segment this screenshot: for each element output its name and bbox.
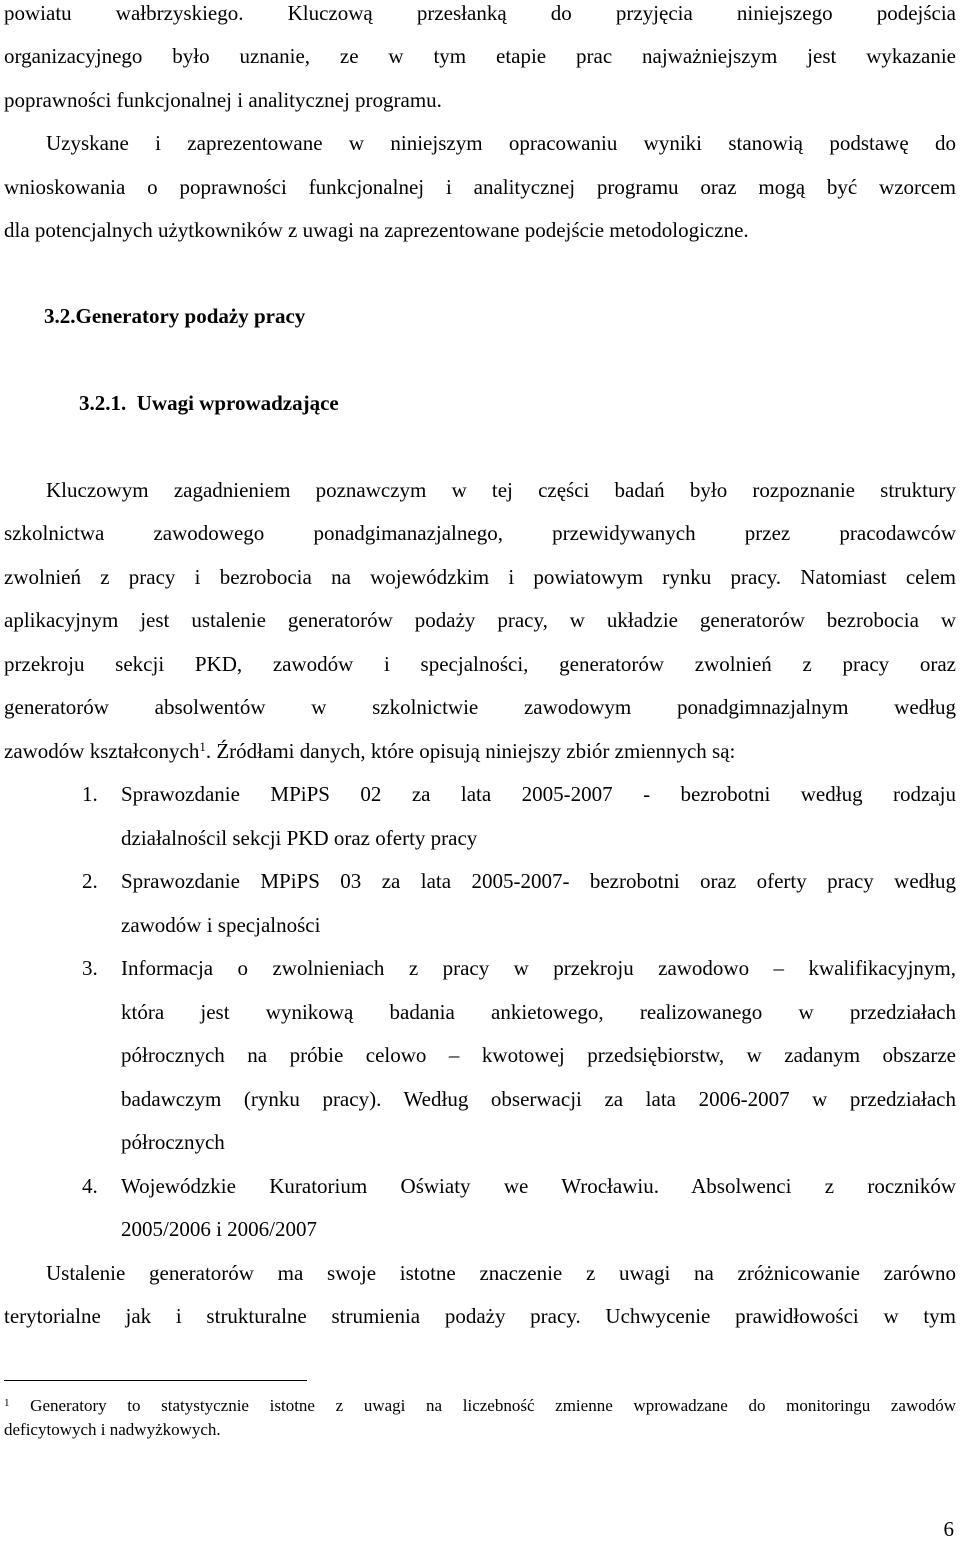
- list-item-continuation: 2005/2006 i 2006/2007: [121, 1217, 318, 1241]
- text-line: aplikacyjnym jest ustalenie generatorów podaży pracy, w układzie generatorów bezrobocia w: [4, 608, 956, 632]
- text-line: organizacyjnego było uznanie, ze w tym etapie prac najważniejszym jest wykazanie: [4, 44, 956, 68]
- list-item-text: Sprawozdanie MPiPS 03 za lata 2005-2007- bezrobotni oraz oferty pracy według: [121, 869, 956, 893]
- list-item-text: Wojewódzkie Kuratorium Oświaty we Wrocławiu. Absolwenci z roczników: [121, 1174, 956, 1198]
- footnote-reference[interactable]: 1: [199, 739, 206, 754]
- text-line: powiatu wałbrzyskiego. Kluczową przesłanką do przyjęcia niniejszego podejścia: [4, 1, 956, 25]
- text-line: przekroju sekcji PKD, zawodów i specjalności, generatorów zwolnień z pracy oraz: [4, 652, 956, 676]
- list-item-text: Informacja o zwolnieniach z pracy w przekroju zawodowo – kwalifikacyjnym,: [121, 956, 956, 980]
- page-number: 6: [943, 1517, 954, 1541]
- text-line: Kluczowym zagadnieniem poznawczym w tej części badań było rozpoznanie struktury: [46, 478, 956, 502]
- list-item: [4, 782, 956, 806]
- text-line: dla potencjalnych użytkowników z uwagi na zaprezentowane podejście metodologiczne.: [4, 218, 749, 242]
- list-item-continuation: która jest wynikową badania ankietowego, realizowanego w przedziałach: [121, 1000, 956, 1024]
- section-heading: 3.2.Generatory podaży pracy: [44, 304, 306, 328]
- text-line: wnioskowania o poprawności funkcjonalnej i analitycznej programu oraz mogą być wzorcem: [4, 175, 956, 199]
- text-line: poprawności funkcjonalnej i analitycznej programu.: [4, 88, 442, 112]
- text-line: [4, 739, 956, 763]
- footnote-text: Generatory to statystycznie istotne z uwagi na liczebność zmienne wprowadzane do monitoringu zawodów: [9, 1396, 956, 1415]
- list-number: 2.: [82, 869, 98, 893]
- list-item: [4, 956, 956, 980]
- list-item: [4, 869, 956, 893]
- text-fragment: . Źródłami danych, które opisują niniejszy zbiór zmiennych są:: [205, 739, 736, 763]
- text-line: szkolnictwa zawodowego ponadgimanazjalnego, przewidywanych przez pracodawców: [4, 521, 956, 545]
- footnote-continuation: deficytowych i nadwyżkowych.: [4, 1420, 221, 1439]
- list-number: 4.: [82, 1174, 98, 1198]
- list-item-continuation: półrocznych: [121, 1130, 225, 1154]
- text-line: generatorów absolwentów w szkolnictwie zawodowym ponadgimnazjalnym według: [4, 695, 956, 719]
- footnote: [4, 1396, 956, 1416]
- list-item-text: Sprawozdanie MPiPS 02 za lata 2005-2007 - bezrobotni według rodzaju: [121, 782, 956, 806]
- list-number: 1.: [82, 782, 98, 806]
- list-item-continuation: zawodów i specjalności: [121, 913, 321, 937]
- text-line: Ustalenie generatorów ma swoje istotne znaczenie z uwagi na zróżnicowanie zarówno: [46, 1261, 956, 1285]
- list-item-continuation: półrocznych na próbie celowo – kwotowej przedsiębiorstw, w zadanym obszarze: [121, 1043, 956, 1067]
- footnote-marker: 1: [4, 1397, 10, 1409]
- list-number: 3.: [82, 956, 98, 980]
- subsection-heading: 3.2.1. Uwagi wprowadzające: [79, 391, 339, 415]
- list-item-continuation: badawczym (rynku pracy). Według obserwacji za lata 2006-2007 w przedziałach: [121, 1087, 956, 1111]
- footnote-separator: [4, 1380, 307, 1381]
- list-item-continuation: działalnościl sekcji PKD oraz oferty pracy: [121, 826, 478, 850]
- list-item: [4, 1174, 956, 1198]
- text-line: terytorialne jak i strukturalne strumienia podaży pracy. Uchwycenie prawidłowości w tym: [4, 1304, 956, 1328]
- text-fragment: zawodów kształconych: [4, 739, 200, 763]
- text-line: Uzyskane i zaprezentowane w niniejszym opracowaniu wyniki stanowią podstawę do: [46, 131, 956, 155]
- text-line: zwolnień z pracy i bezrobocia na wojewódzkim i powiatowym rynku pracy. Natomiast celem: [4, 565, 956, 589]
